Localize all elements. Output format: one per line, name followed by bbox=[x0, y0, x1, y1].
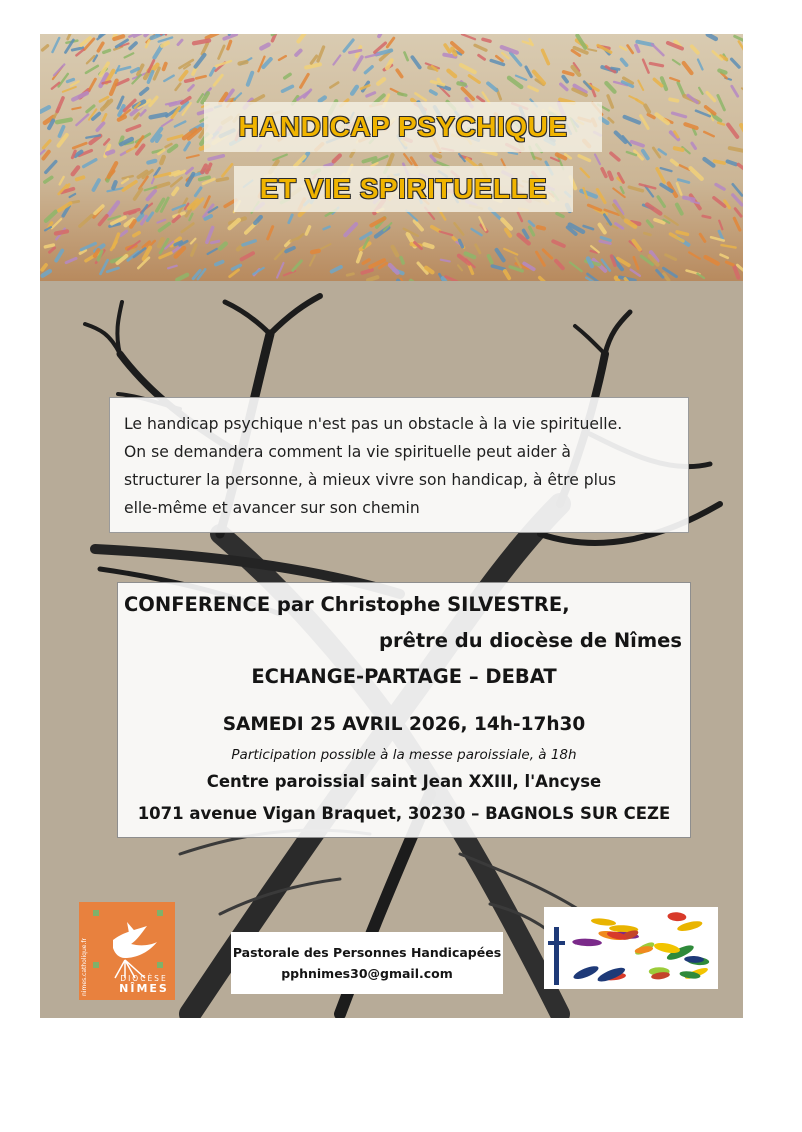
contact-box bbox=[231, 932, 503, 994]
title-line-1: HANDICAP PSYCHIQUE bbox=[204, 102, 602, 152]
diocese-logo bbox=[79, 902, 175, 1000]
event-venue: Centre paroissial saint Jean XXIII, l'Ancyse bbox=[206, 772, 602, 791]
cross-icon bbox=[548, 927, 565, 985]
conference-info-box bbox=[117, 582, 691, 838]
title-line-2: ET VIE SPIRITUELLE bbox=[234, 166, 573, 212]
mass-note: Participation possible à la messe paroissiale, à 18h bbox=[231, 747, 577, 763]
intro-line-3: structurer la personne, à mieux vivre son handicap, à être plus bbox=[124, 471, 617, 489]
diocese-logo-text bbox=[119, 974, 169, 994]
organization-name: Pastorale des Personnes Handicapées bbox=[232, 945, 502, 960]
diocese-website: nimes.catholique.fr bbox=[81, 938, 88, 996]
event-format: ECHANGE-PARTAGE – DEBAT bbox=[251, 665, 557, 688]
intro-line-4: elle-même et avancer sur son chemin bbox=[124, 499, 420, 517]
contact-email[interactable]: pphnimes30@gmail.com bbox=[281, 966, 453, 981]
event-date: SAMEDI 25 AVRIL 2026, 14h-17h30 bbox=[222, 714, 586, 735]
event-address: 1071 avenue Vigan Braquet, 30230 – BAGNOLS SUR CEZE bbox=[137, 804, 671, 823]
speaker-role: prêtre du diocèse de Nîmes bbox=[379, 629, 682, 652]
intro-text-box bbox=[109, 397, 689, 533]
pastorale-logo bbox=[544, 907, 718, 989]
nimes-word: NÎMES bbox=[119, 982, 169, 995]
poster bbox=[40, 34, 743, 1018]
intro-line-1: Le handicap psychique n'est pas un obstacle à la vie spirituelle. bbox=[124, 415, 623, 433]
dove-icon bbox=[113, 922, 157, 958]
diocese-word: DIOCÈSE bbox=[120, 974, 168, 983]
intro-line-2: On se demandera comment la vie spirituelle peut aider à bbox=[124, 443, 571, 461]
leaves-icon bbox=[572, 912, 710, 985]
conference-speaker: CONFERENCE par Christophe SILVESTRE, bbox=[124, 593, 570, 616]
